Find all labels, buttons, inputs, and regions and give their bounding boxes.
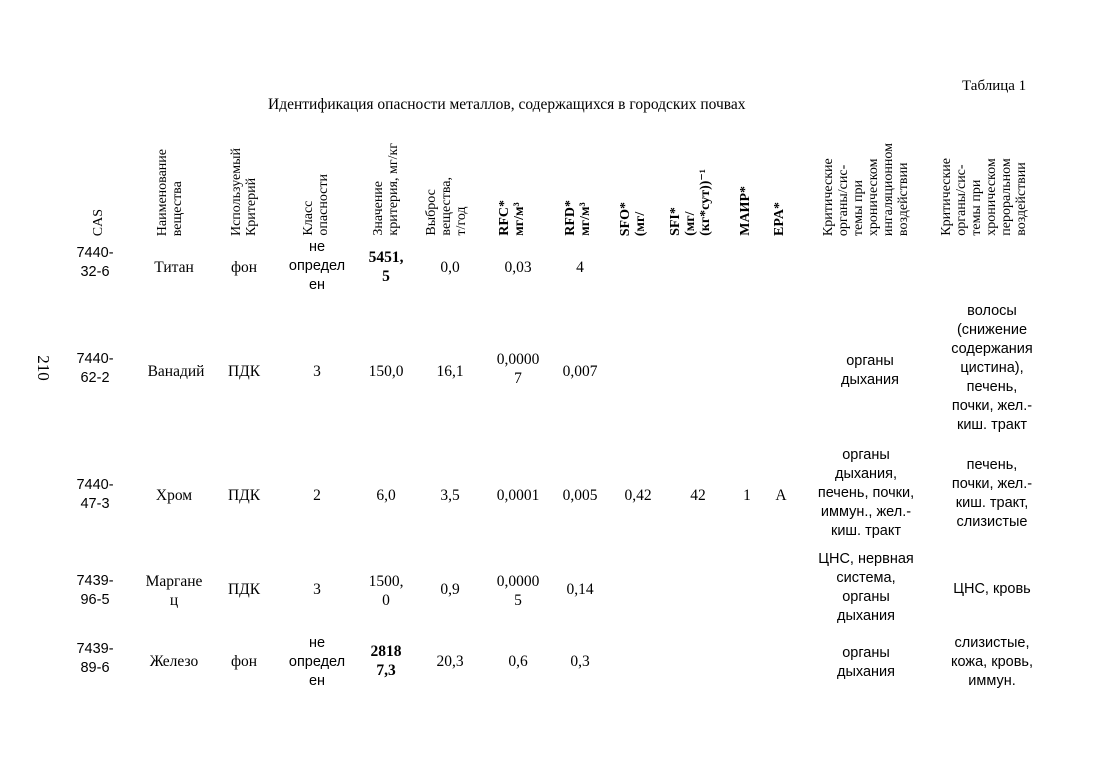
- cell-rfd: 4: [576, 259, 584, 276]
- cell-hazard-class: 3: [313, 363, 321, 380]
- cell-criterion-value: 6,0: [376, 487, 396, 504]
- cell-criterion: ПДК: [227, 363, 261, 380]
- cell-name: Железо: [149, 653, 199, 670]
- cell-criterion: фон: [230, 259, 258, 276]
- cell-cas: 7439- 89-6: [76, 641, 114, 676]
- cell-rfc: 0,03: [504, 259, 532, 276]
- cell-inhal-organs: ЦНС, нервная система, органы дыхания: [818, 551, 914, 624]
- cell-epa: A: [775, 487, 787, 504]
- table-title: Идентификация опасности металлов, содержащихся в городских почвах: [268, 96, 746, 113]
- cell-emission: 20,3: [436, 653, 464, 670]
- cell-emission: 0,0: [440, 259, 460, 276]
- cell-oral-organs: печень, почки, жел.- киш. тракт, слизистые: [951, 457, 1033, 530]
- cell-cas: 7440- 47-3: [76, 477, 114, 512]
- cell-criterion-value: 5451, 5: [368, 249, 404, 285]
- cell-inhal-organs: органы дыхания: [841, 353, 899, 388]
- cell-rfc: 0,0000 7: [496, 351, 540, 387]
- cell-rfd: 0,14: [566, 581, 594, 598]
- header-epa: EPA*: [771, 202, 787, 236]
- cell-name: Марганe ц: [145, 573, 203, 609]
- header-criterion: Используемый Критерий: [229, 147, 259, 236]
- table-label: Таблица 1: [962, 78, 1027, 94]
- cell-hazard-class: не определ ен: [288, 239, 346, 293]
- cell-criterion: ПДК: [227, 581, 261, 598]
- cell-inhal-organs: органы дыхания: [837, 645, 895, 680]
- cell-emission: 16,1: [436, 363, 464, 380]
- header-mair: МАИР*: [737, 186, 753, 236]
- cell-sfi: 42: [690, 487, 706, 504]
- cell-cas: 7440- 32-6: [76, 245, 114, 280]
- header-hazard-class: Класс опасности: [301, 174, 331, 236]
- cell-oral-organs: ЦНС, кровь: [953, 581, 1031, 597]
- header-rfd: RFD* мг/м³: [563, 200, 593, 236]
- header-inhal-organs: Критические органы/сис- темы при хроническом ингаляционном воздействии: [821, 142, 911, 236]
- cell-emission: 3,5: [440, 487, 460, 504]
- page-number: 210: [33, 355, 53, 381]
- cell-criterion: ПДК: [227, 487, 261, 504]
- cell-rfd: 0,007: [562, 363, 598, 380]
- cell-name: Титан: [154, 259, 194, 276]
- header-rfc: RFC* мг/м³: [497, 200, 527, 236]
- cell-sfo: 0,42: [624, 487, 652, 504]
- cell-name: Ванадий: [147, 363, 205, 380]
- header-cas: CAS: [90, 208, 106, 236]
- cell-mair: 1: [743, 487, 751, 504]
- cell-cas: 7440- 62-2: [76, 351, 114, 386]
- header-sfo: SFO* (мг/: [618, 201, 648, 236]
- cell-criterion: фон: [230, 653, 258, 670]
- cell-rfd: 0,3: [570, 653, 590, 670]
- cell-criterion-value: 2818 7,3: [370, 643, 402, 679]
- cell-inhal-organs: органы дыхания, печень, почки, иммун., жел.- киш. тракт: [817, 447, 915, 539]
- header-oral-organs: Критические органы/сис- темы при хроническом пероральном воздействии: [939, 158, 1029, 236]
- cell-hazard-class: не определ ен: [288, 635, 346, 689]
- header-criterion-value: Значение критерия, мг/кг: [371, 143, 401, 236]
- cell-oral-organs: слизистые, кожа, кровь, иммун.: [951, 635, 1033, 689]
- cell-rfc: 0,0000 5: [496, 573, 540, 609]
- cell-rfd: 0,005: [562, 487, 598, 504]
- cell-name: Хром: [155, 487, 193, 504]
- header-name: Наименование вещества: [155, 148, 185, 236]
- cell-rfc: 0,0001: [496, 487, 540, 504]
- cell-criterion-value: 150,0: [368, 363, 404, 380]
- header-emission: Выброс вещества, т/год: [423, 177, 469, 236]
- cell-oral-organs: волосы (снижение содержания цистина), печень, почки, жел.- киш. тракт: [951, 303, 1033, 433]
- cell-cas: 7439- 96-5: [76, 573, 114, 608]
- cell-hazard-class: 3: [313, 581, 321, 598]
- cell-hazard-class: 2: [313, 487, 321, 504]
- header-sfi: SFI* (мг/ (кг*сут))⁻¹: [667, 169, 713, 236]
- cell-emission: 0,9: [440, 581, 460, 598]
- cell-rfc: 0,6: [508, 653, 528, 670]
- cell-criterion-value: 1500, 0: [368, 573, 404, 609]
